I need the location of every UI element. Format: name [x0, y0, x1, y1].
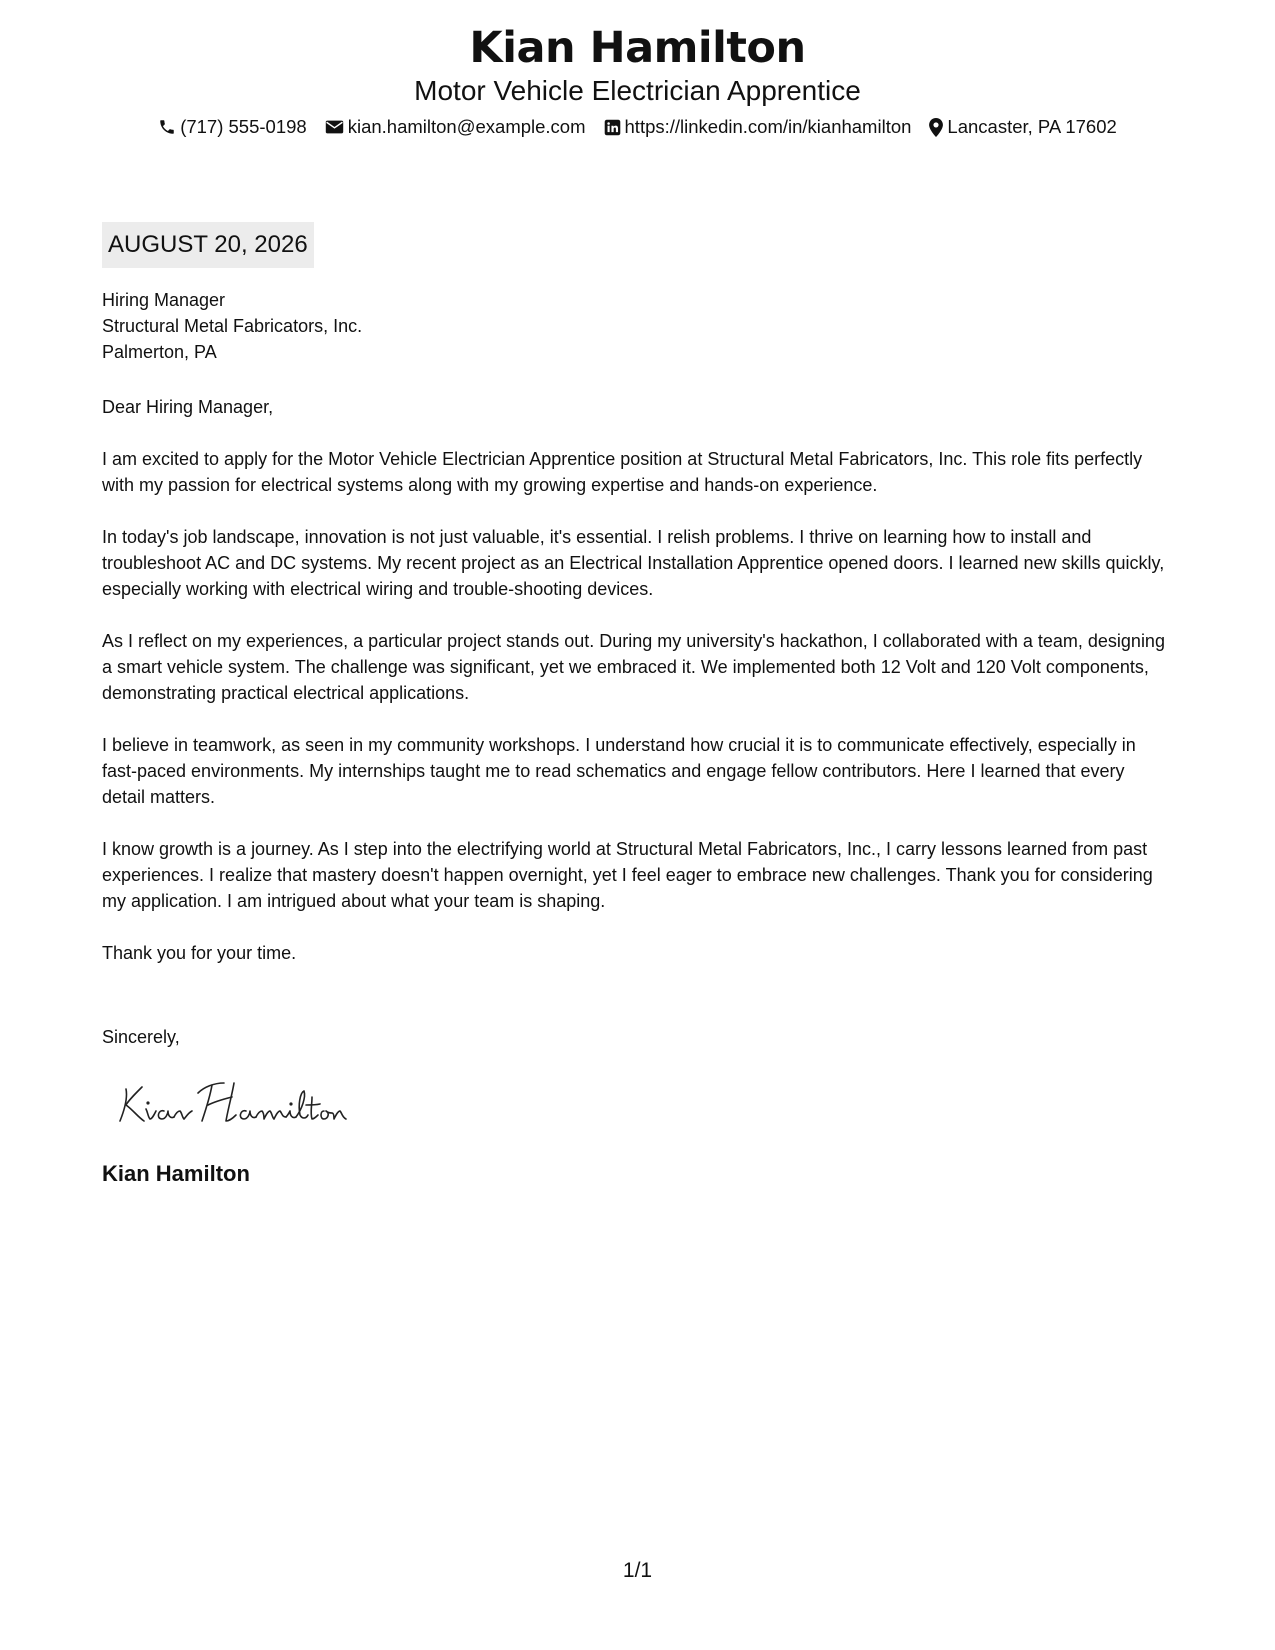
- recipient-block: [102, 287, 1172, 365]
- body-paragraph: In today's job landscape, innovation is not just valuable, it's essential. I relish problems. I thrive on learning how to install and troubleshoot AC and DC systems. My recent project as an Electrical Installation Apprentice opened doors. I learned new skills quickly, especially working with electrical wiring and trouble-shooting devices.: [102, 527, 1165, 599]
- contact-linkedin: [604, 114, 912, 140]
- contact-location: [929, 114, 1116, 140]
- linkedin-link[interactable]: https://linkedin.com/in/kianhamilton: [624, 116, 912, 137]
- map-marker-icon: [929, 118, 943, 137]
- contact-email: [325, 114, 586, 140]
- linkedin-icon: [604, 119, 621, 136]
- body-paragraph: I am excited to apply for the Motor Vehicle Electrician Apprentice position at Structural Metal Fabricators, Inc. This role fits perfectly with my passion for electrical systems along with my growing expertise and hands-on experience.: [102, 449, 1143, 495]
- body-paragraph: Thank you for your time.: [102, 943, 297, 963]
- body-paragraph: I know growth is a journey. As I step into the electrifying world at Structural Metal Fabricators, Inc., I carry lessons learned from past experiences. I realize that mastery doesn't happen overnight, yet I feel eager to embrace new challenges. Thank you for considering my application. I am intrigued about what your team is shaping.: [102, 839, 1153, 911]
- applicant-name: Kian Hamilton: [469, 23, 806, 73]
- salutation: Dear Hiring Manager,: [102, 397, 274, 417]
- body-paragraph: I believe in teamwork, as seen in my community workshops. I understand how crucial it is to communicate effectively, especially in fast-paced environments. My internships taught me to read schematics and engage fellow contributors. Here I learned that every detail matters.: [102, 735, 1136, 807]
- handwritten-signature: [112, 1075, 352, 1140]
- phone-icon: [158, 118, 176, 136]
- letter-body: [102, 446, 1172, 992]
- signature-image: [112, 1075, 352, 1135]
- recipient-line: Palmerton, PA: [102, 342, 217, 362]
- page-number: 1/1: [622, 1559, 653, 1582]
- envelope-icon: [325, 119, 344, 135]
- signer-name: Kian Hamilton: [102, 1161, 250, 1186]
- applicant-job-title: Motor Vehicle Electrician Apprentice: [414, 75, 861, 106]
- phone-text: (717) 555-0198: [180, 116, 307, 137]
- location-text: Lancaster, PA 17602: [947, 116, 1117, 137]
- recipient-line: Hiring Manager: [102, 290, 226, 310]
- body-paragraph: As I reflect on my experiences, a particular project stands out. During my university's hackathon, I collaborated with a team, designing a smart vehicle system. The challenge was significant, yet we embraced it. We implemented both 12 Volt and 120 Volt components, demonstrating practical electrical applications.: [102, 631, 1165, 703]
- letter-date: AUGUST 20, 2026: [102, 222, 314, 268]
- letter-header: [0, 22, 1275, 140]
- email-link[interactable]: kian.hamilton@example.com: [347, 116, 586, 137]
- closing: Sincerely,: [102, 1027, 180, 1047]
- contact-phone: [158, 114, 307, 140]
- contact-row: [0, 114, 1275, 140]
- recipient-line: Structural Metal Fabricators, Inc.: [102, 316, 363, 336]
